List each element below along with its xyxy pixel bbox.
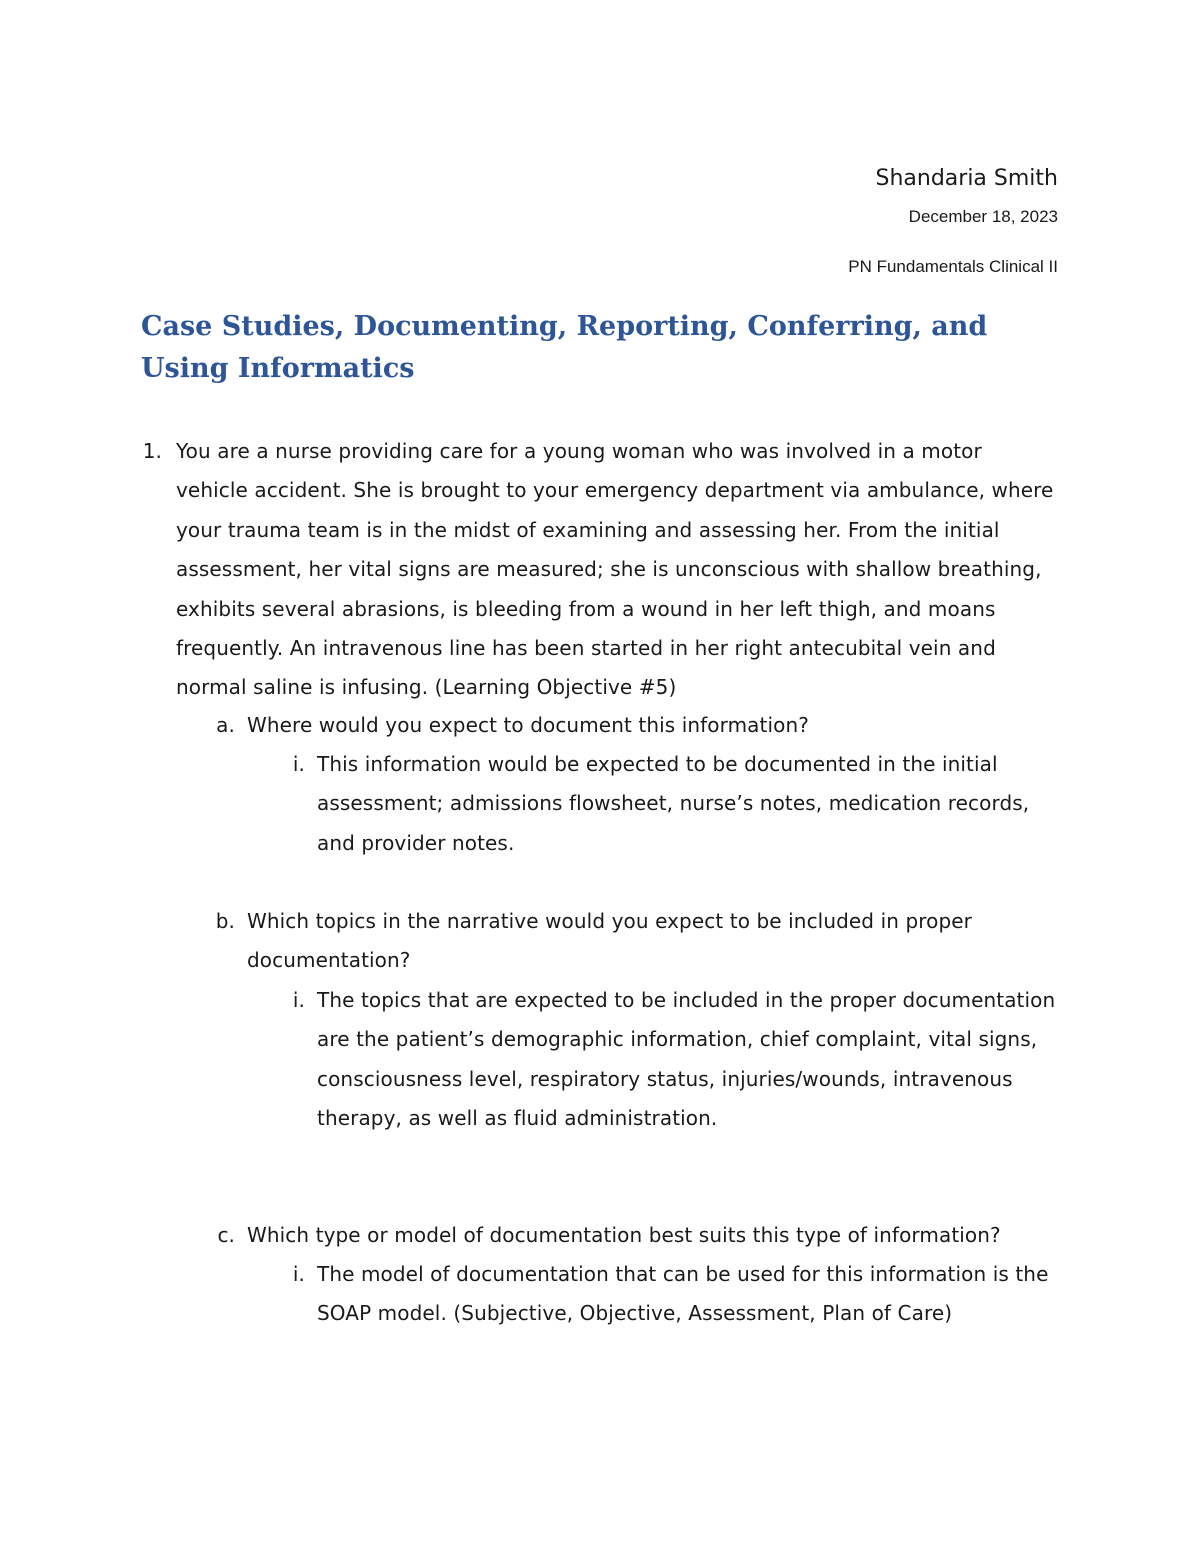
question-1b (215, 902, 1067, 981)
question-1c-marker: c. (217, 1223, 235, 1247)
page-title: Case Studies, Documenting, Reporting, Conferring, and Using Informatics (141, 311, 988, 384)
author-name: Shandaria Smith (875, 166, 1058, 191)
answer-1b (292, 981, 1057, 1139)
answer-1a-text: This information would be expected to be documented in the initial assessment; admissions flowsheet, nurse’s notes, medication records, and provider notes. (317, 752, 1030, 855)
question-1-text: You are a nurse providing care for a young woman who was involved in a motor vehicle accident. She is brought to your emergency department via ambulance, where your trauma team is in the midst of examining and assessing her. From the initial assessment, her vital signs are measured; she is unconscious with shallow breathing, exhibits several abrasions, is bleeding from a wound in her left thigh, and moans frequently. An intravenous line has been started in her right antecubital vein and normal saline is infusing. (Learning Objective #5) (176, 439, 1054, 700)
question-1a-marker: a. (216, 713, 235, 737)
question-1a (216, 706, 1067, 745)
course-name: PN Fundamentals Clinical II (848, 257, 1058, 276)
answer-1c-text: The model of documentation that can be used for this information is the SOAP model. (Subjective, Objective, Assessment, Plan of Care) (317, 1262, 1049, 1326)
question-1 (142, 432, 1056, 708)
answer-1c-marker: i. (292, 1262, 305, 1286)
question-1b-text: Which topics in the narrative would you expect to be included in proper documentation? (247, 909, 972, 973)
document-date: December 18, 2023 (908, 207, 1058, 226)
answer-1a (292, 745, 1057, 863)
answer-1b-marker: i. (292, 988, 305, 1012)
question-1c (217, 1216, 1067, 1255)
question-1c-text: Which type or model of documentation best suits this type of information? (247, 1223, 1001, 1247)
answer-1b-text: The topics that are expected to be included in the proper documentation are the patient’s demographic information, chief complaint, vital signs, consciousness level, respiratory status, injuries/wounds, intravenous therapy, as well as fluid administration. (317, 988, 1056, 1131)
answer-1c (292, 1255, 1057, 1334)
question-1a-text: Where would you expect to document this information? (247, 713, 809, 737)
answer-1a-marker: i. (292, 752, 305, 776)
question-1b-marker: b. (215, 909, 235, 933)
question-1-marker: 1. (142, 439, 162, 463)
